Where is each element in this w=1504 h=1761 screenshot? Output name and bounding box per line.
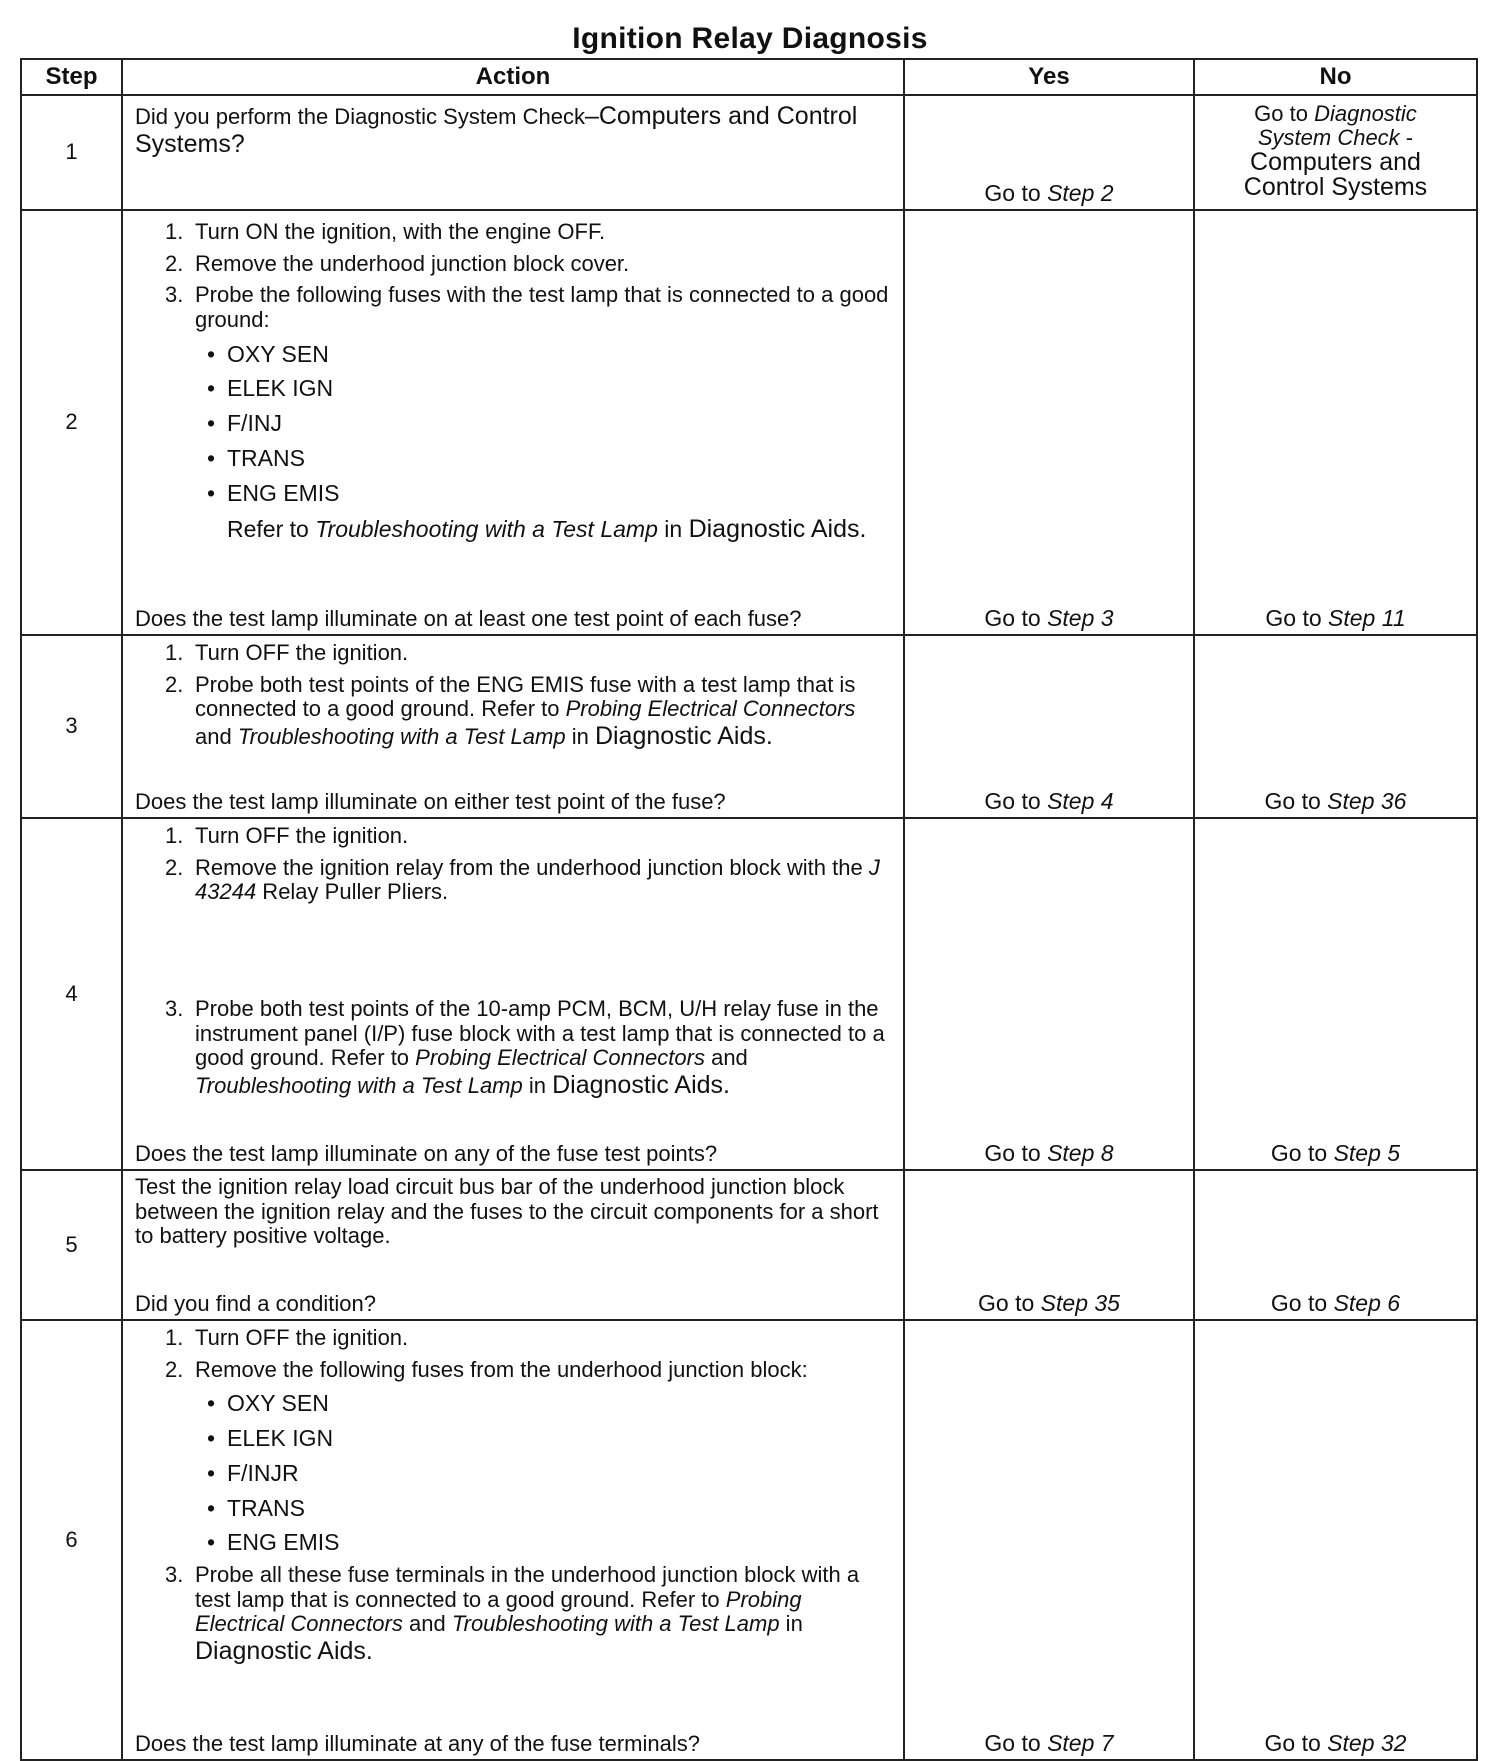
question-text: Does the test lamp illuminate on either test point of the fuse? (135, 789, 726, 815)
no-cell (1194, 95, 1477, 210)
action-cell (122, 1320, 904, 1760)
header-no: No (1194, 59, 1477, 95)
fuse-item: • F/INJ (135, 411, 893, 437)
text: and (402, 1611, 452, 1637)
link-text: Diagnostic (1314, 101, 1417, 126)
list-item (135, 1358, 893, 1383)
fuse-item: • F/INJR (135, 1461, 893, 1487)
step-number: 6 (21, 1320, 122, 1760)
reference-link[interactable]: Diagnostic Aids. (195, 1636, 373, 1665)
go-to-label: Go to (984, 1140, 1048, 1167)
step-link[interactable]: Step 5 (1333, 1140, 1401, 1167)
step-link[interactable]: Step 36 (1327, 788, 1407, 815)
step-link[interactable]: Step 32 (1327, 1730, 1407, 1757)
list-item (135, 1326, 893, 1351)
text: Relay Puller Pliers. (256, 879, 449, 905)
yes-cell (904, 1320, 1194, 1760)
step-number: 4 (21, 818, 122, 1170)
step-link[interactable]: Step 3 (1047, 605, 1114, 632)
no-cell (1194, 818, 1477, 1170)
action-cell (122, 210, 904, 635)
table-row (21, 1170, 1477, 1320)
yes-cell (904, 818, 1194, 1170)
no-cell (1194, 210, 1477, 635)
text: in (779, 1611, 803, 1637)
table-row (21, 210, 1477, 635)
link-text: System Check (1257, 125, 1400, 151)
action-cell (122, 1170, 904, 1320)
yes-cell (904, 210, 1194, 635)
step-link[interactable]: Step 11 (1328, 605, 1406, 632)
list-item (135, 641, 893, 666)
table-row (21, 95, 1477, 210)
item-number: 1. (165, 640, 184, 665)
list-item (135, 252, 893, 277)
reference-link[interactable]: Troubleshooting with a Test Lamp (315, 516, 658, 543)
fuse-item: • ELEK IGN (135, 1426, 893, 1452)
step-number: 2 (21, 210, 122, 635)
step-number: 5 (21, 1170, 122, 1320)
item-number: 3. (165, 995, 184, 1021)
reference-link[interactable]: Troubleshooting with a Test Lamp (451, 1611, 780, 1637)
list-item (135, 220, 893, 245)
fuse-item: • TRANS (135, 1496, 893, 1522)
action-cell (122, 635, 904, 818)
text: and (704, 1045, 748, 1071)
item-number: 2. (165, 671, 184, 697)
step-link[interactable]: Step 6 (1333, 1290, 1401, 1317)
reference-link[interactable]: Diagnostic Aids. (552, 1070, 730, 1099)
reference-link[interactable]: Probing Electrical Connectors (415, 1045, 705, 1071)
step-link[interactable]: Step 8 (1047, 1140, 1114, 1167)
item-text: Turn OFF the ignition. (195, 1325, 409, 1350)
link-text: Computers and (1250, 148, 1421, 177)
reference-link[interactable]: Troubleshooting with a Test Lamp (195, 1072, 523, 1098)
list-item (135, 1563, 893, 1665)
yes-cell (904, 635, 1194, 818)
item-number: 1. (165, 1325, 184, 1350)
item-number: 1. (165, 823, 184, 848)
item-text: Remove the following fuses from the underhood junction block: (195, 1356, 808, 1382)
no-cell (1194, 635, 1477, 818)
step-number: 1 (21, 95, 122, 210)
go-to-label: Go to (984, 788, 1048, 815)
text: in (657, 516, 689, 543)
item-number: 1. (165, 219, 184, 244)
item-number: 2. (165, 250, 184, 276)
go-to-label: Go to (978, 1290, 1041, 1317)
action-cell (122, 95, 904, 210)
step-link[interactable]: Step 35 (1040, 1290, 1120, 1317)
table-row (21, 818, 1477, 1170)
list-item (135, 673, 893, 750)
item-text: Probe both test points of the ENG EMIS fuse with a test lamp that is connected to a good ground. Refer to (195, 671, 856, 722)
list-item (135, 856, 893, 905)
action-cell (122, 818, 904, 1170)
go-to-label: Go to (984, 180, 1048, 207)
go-to-label: Go to (984, 605, 1048, 632)
text: in (522, 1072, 553, 1098)
item-number: 3. (165, 1562, 184, 1587)
diagnosis-table (20, 58, 1478, 1761)
item-text: Probe all these fuse terminals in the underhood junction block with a test lamp that is connected to a good ground. Refer to (195, 1562, 860, 1612)
go-to-label: Go to (1264, 1730, 1328, 1757)
header-action: Action (122, 59, 904, 95)
reference-link[interactable]: Probing Electrical Connectors (565, 696, 856, 722)
question-text: Did you find a condition? (135, 1291, 376, 1317)
reference-link[interactable]: Troubleshooting with a Test Lamp (237, 723, 566, 749)
item-number: 2. (165, 1356, 184, 1382)
item-number: 2. (165, 854, 184, 880)
question-text: Does the test lamp illuminate at any of the fuse terminals? (135, 1731, 700, 1757)
item-text: Remove the ignition relay from the underhood junction block with the (195, 854, 869, 880)
fuse-item: • OXY SEN (135, 342, 893, 368)
tool-reference[interactable]: J 43244 (195, 854, 880, 905)
item-text: Turn ON the ignition, with the engine OFF. (195, 219, 606, 244)
reference-link[interactable]: Diagnostic Aids. (594, 721, 773, 750)
step-link[interactable]: Step 7 (1047, 1730, 1114, 1757)
item-text: Remove the underhood junction block cover. (195, 250, 630, 276)
fuse-item: • ENG EMIS (135, 1530, 893, 1556)
table-row (21, 635, 1477, 818)
text: in (565, 723, 595, 749)
link-text: Control Systems (1243, 173, 1428, 202)
header-row (21, 59, 1477, 95)
separator: - (1399, 125, 1414, 151)
list-item (135, 824, 893, 849)
table-row (21, 1320, 1477, 1760)
question-text: Does the test lamp illuminate on at least one test point of each fuse? (135, 606, 802, 632)
go-to-label: Go to (1264, 788, 1328, 815)
item-text: Probe the following fuses with the test lamp that is connected to a good ground: (195, 282, 889, 332)
no-cell (1194, 1320, 1477, 1760)
fuse-item: • TRANS (135, 446, 893, 472)
text: Refer to (227, 516, 316, 543)
item-text: Turn OFF the ignition. (195, 640, 409, 665)
go-to-label: Go to (1254, 101, 1315, 126)
fuse-item: • OXY SEN (135, 1391, 893, 1417)
action-text: Did you perform the Diagnostic System Check (135, 104, 585, 129)
reference-link[interactable]: Diagnostic Aids. (688, 515, 867, 544)
header-yes: Yes (904, 59, 1194, 95)
action-text: Test the ignition relay load circuit bus bar of the underhood junction block between the ignition relay and the fuses to the circuit components for a short to battery positive voltage. (135, 1174, 879, 1249)
action-text: –Computers and Control Systems? (135, 102, 858, 158)
reference-note (135, 515, 893, 543)
document-title: Ignition Relay Diagnosis (572, 22, 928, 55)
item-text: Probe both test points of the 10-amp PCM, BCM, U/H relay fuse in the instrument panel (I/P) fuse block with a test lamp that is connected to a good ground. Refer to (195, 995, 885, 1071)
go-to-label: Go to (1265, 605, 1329, 632)
yes-cell (904, 95, 1194, 210)
step-link[interactable]: Step 4 (1047, 788, 1114, 815)
header-step: Step (21, 59, 122, 95)
step-link[interactable]: Step 2 (1047, 180, 1114, 207)
text: and (195, 723, 238, 749)
item-number: 3. (165, 282, 184, 308)
item-text: Turn OFF the ignition. (195, 823, 409, 848)
go-to-label: Go to (1270, 1290, 1334, 1317)
fuse-item: • ENG EMIS (135, 481, 893, 507)
go-to-label: Go to (984, 1730, 1048, 1757)
list-item (135, 997, 893, 1099)
fuse-item: • ELEK IGN (135, 376, 893, 402)
go-to-label: Go to (1270, 1140, 1334, 1167)
diagnostic-system-check-link[interactable] (1195, 96, 1476, 200)
list-item (135, 283, 893, 332)
reference-link[interactable]: Probing Electrical Connectors (195, 1586, 802, 1637)
question-text: Does the test lamp illuminate on any of the fuse test points? (135, 1141, 718, 1167)
no-cell (1194, 1170, 1477, 1320)
step-number: 3 (21, 635, 122, 818)
yes-cell (904, 1170, 1194, 1320)
